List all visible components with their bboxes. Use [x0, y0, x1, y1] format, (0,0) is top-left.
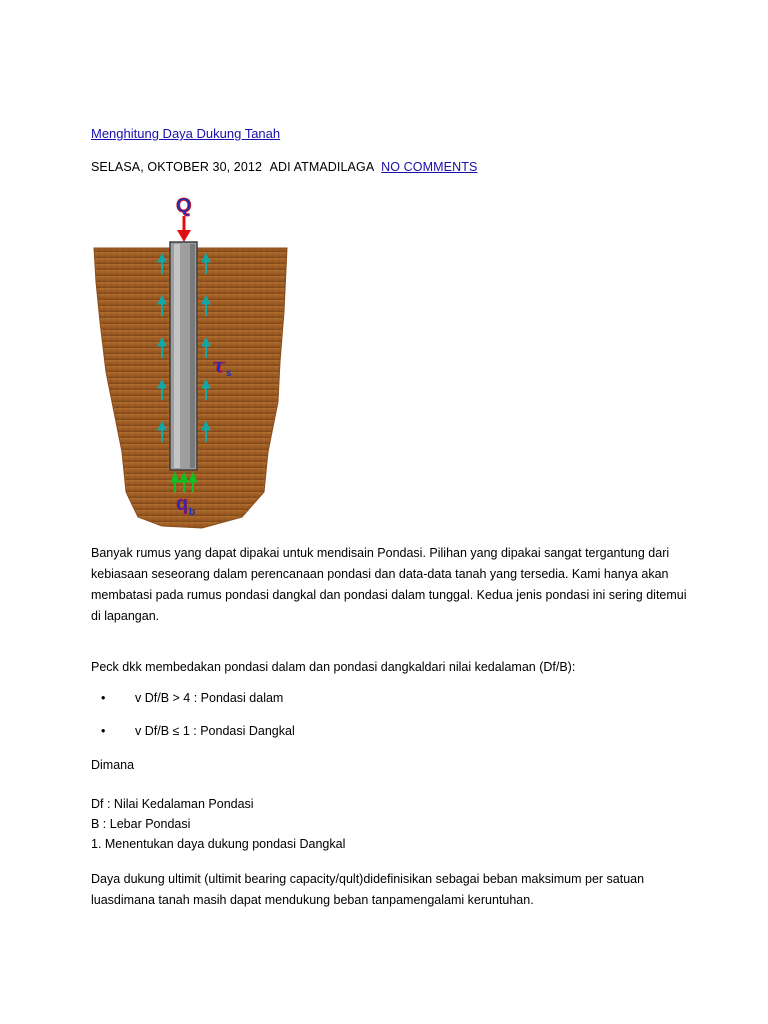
base-resistance-label: q [176, 493, 189, 515]
bullet-symbol: • [101, 724, 106, 738]
comments-link[interactable]: NO COMMENTS [381, 160, 478, 174]
pile-diagram-svg [92, 192, 292, 532]
bullet-text: v Df/B > 4 : Pondasi dalam [135, 691, 284, 705]
peck-paragraph: Peck dkk membedakan pondasi dalam dan pondasi dangkaldari nilai kedalaman (Df/B): [91, 660, 576, 674]
pile-shadow [190, 244, 195, 468]
bearing-capacity-paragraph: Daya dukung ultimit (ultimit bearing capacity/qult)didefinisikan sebagai beban maksimum per satuan luasdimana tanah masih dapat mendukung beban tanpamengalami keruntuhan. [91, 872, 645, 907]
bullet-text: v Df/B ≤ 1 : Pondasi Dangkal [135, 724, 295, 738]
intro-paragraph: Banyak rumus yang dapat dipakai untuk mendisain Pondasi. Pilihan yang dipakai sangat tergantung dari kebiasaan seseorang dalam perencanaan pondasi dan data-data tanah yang tersedia. Kami hanya akan membatasi pada rumus pondasi dangkal dan pondasi dalam tunggal. Kedua jenis pondasi ini sering ditemui di lapangan. [91, 546, 687, 623]
df-definition: Df : Nilai Kedalaman Pondasi [91, 797, 254, 811]
base-arrows [171, 473, 197, 492]
pile-highlight [174, 244, 180, 468]
article-title-link[interactable]: Menghitung Daya Dukung Tanah [91, 126, 281, 141]
dimana-label: Dimana [91, 758, 135, 772]
post-date: SELASA, OKTOBER 30, 2012 [91, 160, 263, 174]
bullet-item-deep [101, 691, 283, 705]
post-meta [91, 160, 477, 174]
shaft-friction-label: τ [212, 353, 226, 377]
pile-diagram [92, 192, 292, 532]
step-heading: 1. Menentukan daya dukung pondasi Dangkal [91, 837, 346, 851]
bullet-symbol: • [101, 691, 106, 705]
base-resistance-sub: b [189, 507, 196, 518]
post-author: ADI ATMADILAGA [269, 160, 374, 174]
load-label: Q [176, 195, 192, 217]
shaft-friction-sub: s [226, 368, 232, 379]
load-arrow-head [177, 230, 191, 242]
b-definition: B : Lebar Pondasi [91, 817, 191, 831]
bullet-item-shallow [101, 724, 295, 738]
